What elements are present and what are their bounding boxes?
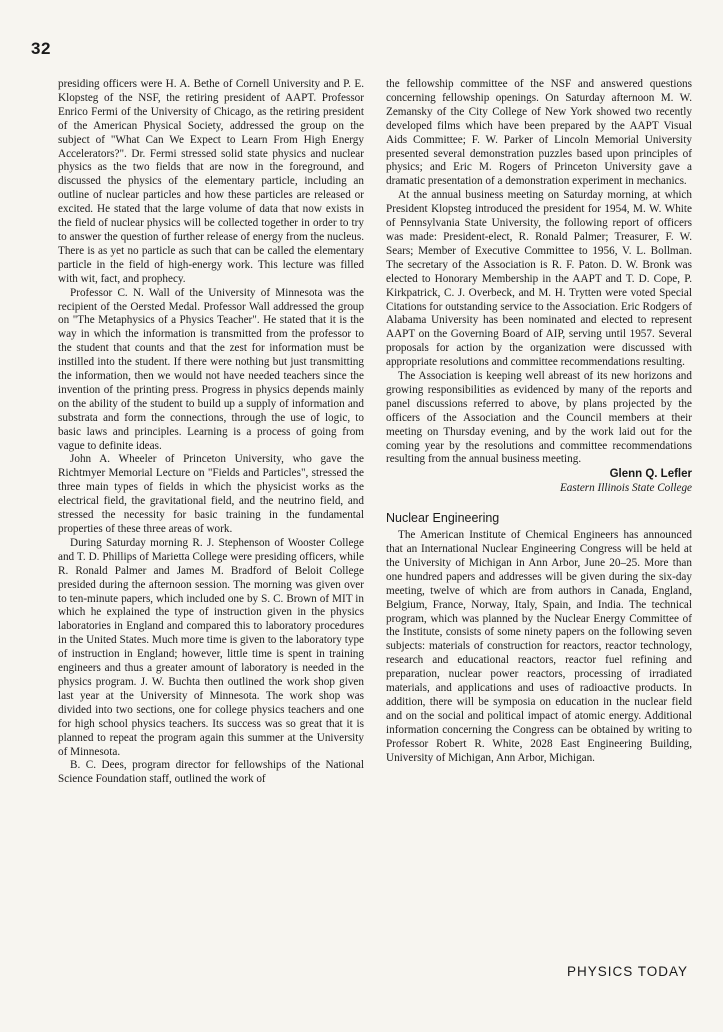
paragraph: At the annual business meeting on Saturday morning, at which President Klopsteg introduced the president for 1954, M. W. White of Pennsylvania State University, the following report of officers was made: President-elect, R. Ronald Palmer; Treasurer, F. W. Sears; Member of Executive Committee to 1956, V. L. Bollman. The secretary of the Association is R. F. Paton. D. W. Bronk was elected to Honorary Membership in the AAPT and T. D. Cope, P. Kirkpatrick, C. J. Overbeck, and M. H. Trytten were voted Special Citations for outstanding service to the Association. Eric Rodgers of Alabama University has been nominated and elected to represent AAPT on the Governing Board of AIP, serving until 1957. Several proposals for action by the organization were discussed with appropriate resolutions and committee recommendations resulting.	[386, 189, 692, 369]
paragraph: Professor C. N. Wall of the University of Minnesota was the recipient of the Oersted Medal. Professor Wall addressed the group on "The Metaphysics of a Physics Teacher". He stated that it is the way in which the information is transmitted from the professor to the student that counts and that the zest for information must be instilled into the student. If there were nothing but just transmitting the information, then we would not have needed teachers since the invention of the printing press. Progress in physics depends mainly on the ability of the student to build up a supply of information and substrata and form the connections, through the use of logic, to basic laws and principles. Learning is a process of going from vague to definite ideas.	[58, 286, 364, 452]
paragraph: B. C. Dees, program director for fellowships of the National Science Foundation staff, outlined the work of	[58, 759, 364, 786]
publication-footer: PHYSICS TODAY	[567, 964, 689, 979]
paragraph: John A. Wheeler of Princeton University, who gave the Richtmyer Memorial Lecture on "Fields and Particles", stressed the three main types of fields in which the physicist works as the electrical field, the gravitational field, and the neutrino field, and stressed the necessity for basic training in the fundamental properties of these three areas of work.	[58, 453, 364, 535]
paragraph: the fellowship committee of the NSF and answered questions concerning fellowship openings. On Saturday afternoon M. W. Zemansky of the City College of New York showed two recently developed films which have been prepared by the AAPT Visual Aids Committee; F. W. Parker of Lincoln Memorial University presented several demonstration puzzles based upon principles of physics; and Eric M. Rogers of Princeton University gave a dramatic presentation of a demonstration experiment in mechanics.	[386, 78, 692, 188]
section-heading: Nuclear Engineering	[386, 511, 500, 526]
page-number: 32	[31, 39, 51, 58]
right-column	[386, 78, 692, 766]
signature-block	[386, 468, 692, 496]
paragraph: presiding officers were H. A. Bethe of Cornell University and P. E. Klopsteg of the NSF, the retiring president of AAPT. Professor Enrico Fermi of the University of Chicago, as the retiring president of the American Physical Society, addressed the group on the subject of "What Can We Expect to Learn From High Energy Accelerators?". Dr. Fermi stressed solid state physics and nuclear physics as the two fields that are now in the foreground, and discussed the physics of the elementary particle, including an outline of nuclear particles and how these particles are released or excited. He stated that the large volume of data that now exists in the field of nuclear physics will be collected together in order to try to answer the question of further release of energy from the nucleus. There is as yet no particle as such that can be called the elementary particle in the field of high-energy work. This lecture was filled with wit, fact, and prophecy.	[58, 78, 364, 285]
paragraph: During Saturday morning R. J. Stephenson of Wooster College and T. D. Phillips of Marietta College were presiding officers, while R. Ronald Palmer and James M. Bradford of Beloit College presided during the afternoon session. The morning was given over to ten-minute papers, which included one by S. C. Brown of MIT in which he explained the type of instruction given in the physics laboratories in England and compared this to laboratory procedures in the United States. Much more time is given to the laboratory type of instruction in England; however, little time is spent in training engineers and thus a greater amount of laboratory is needed in the physics program. J. W. Buchta then outlined the work shop given last year at the University of Minnesota. The work shop was divided into two sections, one for college physics teachers and one for high school physics teachers. Its success was so great that it is planned to repeat the program again this summer at the University of Minnesota.	[58, 536, 364, 758]
paragraph: The Association is keeping well abreast of its new horizons and growing responsibilities as evidenced by many of the reports and panel discussions referred to above, by plans projected by the officers of the Association and the Council members at their meeting on Thursday evening, and by the work laid out for the coming year by the resolutions and committee recommendations resulting from the annual business meeting.	[386, 370, 692, 466]
author-affiliation: Eastern Illinois State College	[559, 482, 692, 495]
author-name: Glenn Q. Lefler	[609, 468, 692, 481]
paragraph: The American Institute of Chemical Engineers has announced that an International Nuclear Engineering Congress will be held at the University of Michigan in Ann Arbor, June 20–25. More than one hundred papers and addresses will be given during the six-day meeting, twelve of which are from authors in Canada, England, Belgium, France, Norway, Italy, Spain, and India. The technical program, which was planned by the Nuclear Energy Committee of the Institute, consists of some ninety papers on the following seven subjects: materials of construction for reactors, reactor technology, research and educational reactors, reactor fuel refining and preparation, nuclear power reactors, processing of irradiated materials, and applications and uses of radioactive products. In addition, there will be symposia on education in the nuclear field and on the social and political impact of atomic energy. Additional information concerning the Congress can be obtained by writing to Professor Robert R. White, 2028 East Engineering Building, University of Michigan, Ann Arbor, Michigan.	[386, 529, 692, 764]
left-column	[58, 78, 364, 787]
